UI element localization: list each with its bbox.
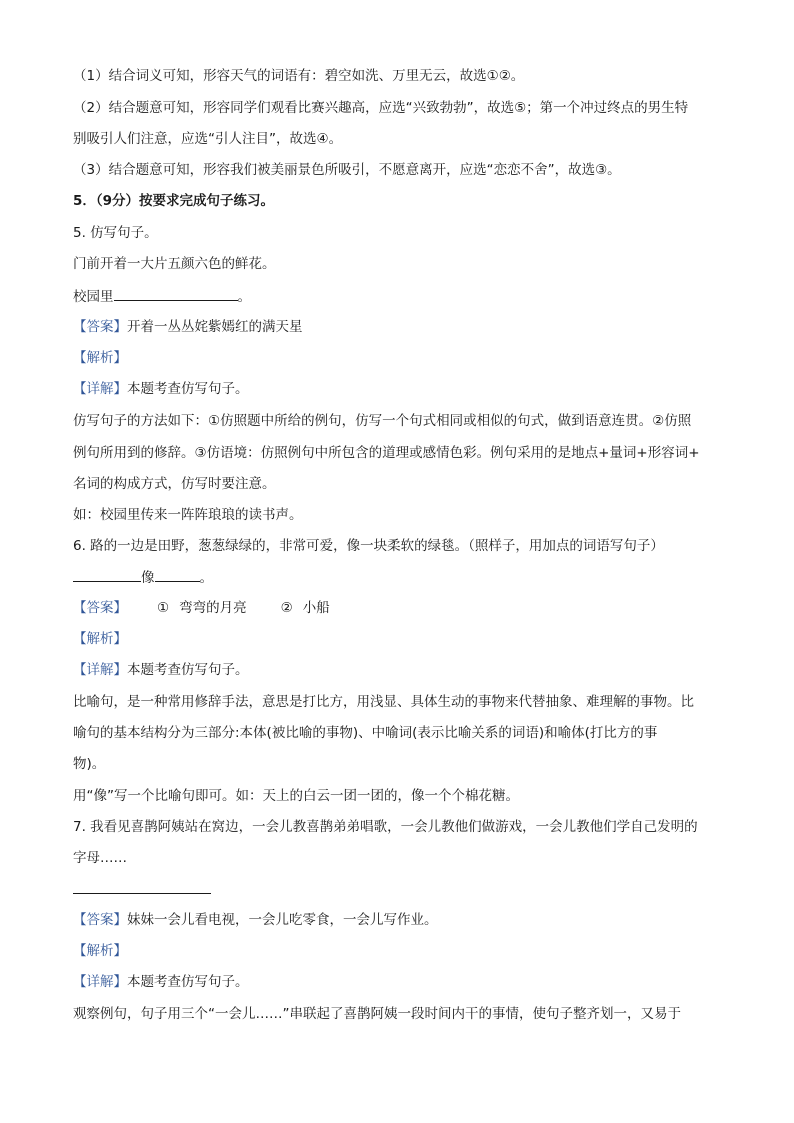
answer-text: 妹妹一会儿看电视，一会儿吃零食，一会儿写作业。: [127, 912, 438, 928]
answer-number-1: ①: [157, 600, 170, 616]
answer-blank-1: [73, 567, 141, 582]
answer-line-4: （3）结合题意可知，形容我们被美丽景色所吸引，不愿意离开，应选“恋恋不舍”，故选③。: [73, 162, 621, 178]
answer-text-1: 弯弯的月亮: [179, 600, 247, 616]
explanation-line-3: 名词的构成方式，仿写时要注意。: [73, 476, 276, 492]
fill-end: 。: [199, 570, 213, 586]
fill-suffix: 。: [237, 289, 251, 305]
answer-blank: [114, 286, 238, 301]
answer-row-6: [73, 598, 733, 618]
detail-tag: 【详解】: [73, 662, 127, 678]
fill-in-line-1: [73, 286, 733, 307]
answer-tag: 【答案】: [73, 600, 127, 616]
metaphor-explanation-1: 比喻句，是一种常用修辞手法，意思是打比方，用浅显、具体生动的事物来代替抽象、难理解的事物。比: [73, 694, 694, 710]
subquestion-7: 7. 我看见喜鹊阿姨站在窝边，一会儿教喜鹊弟弟唱歌，一会儿教他们做游戏，一会儿教他们学自己发明的: [73, 819, 698, 835]
answer-line-2: （2）结合题意可知，形容同学们观看比赛兴趣高，应选“兴致勃勃”，故选⑤；第一个冲过终点的男生特: [73, 100, 689, 116]
answer-tag: 【答案】: [73, 319, 127, 335]
detail-text: 本题考查仿写句子。: [127, 662, 249, 678]
detail-row-2: [73, 660, 733, 680]
example-sentence: 门前开着一大片五颜六色的鲜花。: [73, 256, 276, 272]
fill-in-line-2: [73, 567, 733, 588]
explanation-line-1: 仿写句子的方法如下：①仿照题中所给的例句，仿写一个句式相同或相似的句式，做到语意连贯。②仿照: [73, 413, 692, 429]
observation-line: 观察例句，句子用三个“一会儿……”串联起了喜鹊阿姨一段时间内干的事情，使句子整齐划一，又易于: [73, 1006, 681, 1022]
analysis-tag-1: 【解析】: [73, 350, 127, 366]
answer-blank-2: [155, 567, 200, 582]
answer-line-1: （1）结合词义可知，形容天气的词语有：碧空如洗、万里无云，故选①②。: [73, 68, 525, 84]
question-heading-5: 5．（9分）按要求完成句子练习。: [73, 193, 275, 209]
example-answer-line: 如：校园里传来一阵阵琅琅的读书声。: [73, 507, 303, 523]
fill-mid: 像: [141, 570, 155, 586]
detail-row-1: [73, 379, 733, 399]
analysis-tag-2: 【解析】: [73, 631, 127, 647]
answer-blank-line: [73, 893, 211, 894]
answer-tag: 【答案】: [73, 912, 127, 928]
detail-tag: 【详解】: [73, 381, 127, 397]
metaphor-example: 用“像”写一个比喻句即可。如：天上的白云一团一团的，像一个个棉花糖。: [73, 788, 519, 804]
subquestion-5: 5. 仿写句子。: [73, 225, 158, 241]
answer-text-2: 小船: [302, 600, 330, 616]
answer-number-2: ②: [280, 600, 293, 616]
fill-prefix: 校园里: [73, 289, 114, 305]
analysis-tag-3: 【解析】: [73, 943, 127, 959]
metaphor-explanation-2: 喻句的基本结构分为三部分:本体(被比喻的事物)、中喻词(表示比喻关系的词语)和喻体(打比方的事: [73, 725, 658, 741]
subquestion-6: 6. 路的一边是田野，葱葱绿绿的，非常可爱，像一块柔软的绿毯。（照样子，用加点的词语写句子）: [73, 538, 664, 554]
explanation-line-2: 例句所用到的修辞。③仿语境：仿照例句中所包含的道理或感情色彩。例句采用的是地点+量词+形容词+: [73, 445, 700, 461]
answer-line-3: 别吸引人们注意，应选“引人注目”，故选④。: [73, 131, 343, 147]
answer-row-7: [73, 910, 733, 930]
detail-text: 本题考查仿写句子。: [127, 974, 249, 990]
detail-text: 本题考查仿写句子。: [127, 381, 249, 397]
answer-row-5: [73, 317, 733, 337]
metaphor-explanation-3: 物)。: [73, 756, 106, 772]
detail-tag: 【详解】: [73, 974, 127, 990]
detail-row-3: [73, 972, 733, 992]
subquestion-7-cont: 字母……: [73, 850, 127, 866]
answer-text: 开着一丛丛姹紫嫣红的满天星: [127, 319, 303, 335]
